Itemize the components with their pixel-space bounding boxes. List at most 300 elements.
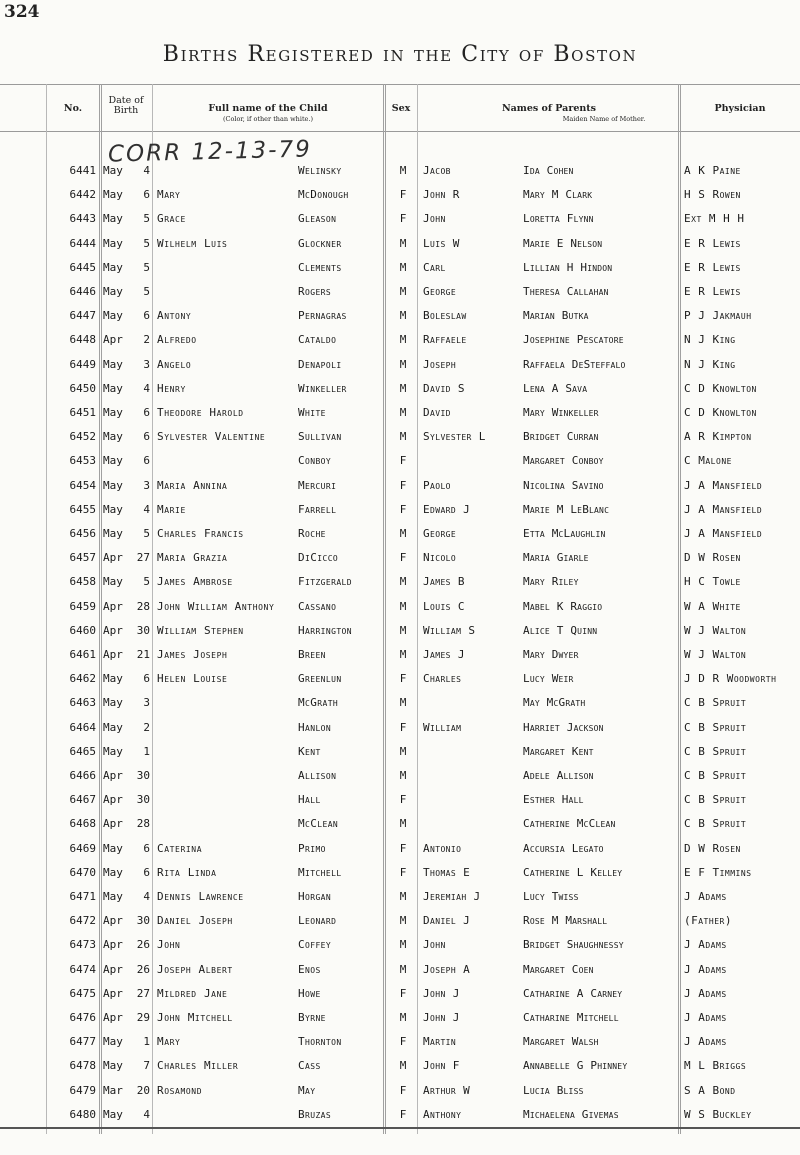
- cell-surname: Enos: [298, 962, 321, 976]
- cell-sex: M: [399, 357, 407, 371]
- cell-mother: Bridget Curran: [523, 430, 599, 444]
- cell-sex: F: [399, 188, 407, 202]
- table-row: [0, 934, 800, 958]
- cell-month: Apr: [103, 793, 123, 807]
- cell-physician: W S Buckley: [684, 1107, 752, 1121]
- table-row: [0, 692, 800, 716]
- cell-day: 30: [136, 623, 150, 637]
- cell-physician: H C Towle: [684, 575, 741, 589]
- cell-sex: M: [399, 744, 407, 758]
- table-row: [0, 644, 800, 668]
- cell-surname: Conboy: [298, 454, 332, 468]
- cell-father: David: [423, 406, 451, 419]
- cell-physician: N J King: [684, 333, 736, 347]
- header-physician: Physician: [714, 103, 766, 114]
- cell-mother: Catherine McClean: [523, 817, 616, 831]
- cell-sex: F: [399, 478, 407, 492]
- table-row: [0, 1104, 800, 1128]
- cell-surname: McDonough: [298, 188, 349, 202]
- cell-surname: Hall: [298, 793, 321, 807]
- table-row: [0, 838, 800, 862]
- cell-mother: Rose M Marshall: [523, 914, 608, 928]
- cell-month: May: [103, 381, 123, 395]
- cell-surname: Mitchell: [298, 865, 342, 879]
- cell-physician: C B Spruit: [684, 793, 747, 807]
- cell-surname: Byrne: [298, 1011, 326, 1024]
- cell-physician: J D R Woodworth: [684, 672, 777, 686]
- cell-given: Maria Annina: [157, 478, 228, 492]
- cell-sex: M: [399, 599, 407, 613]
- cell-given: Helen Louise: [157, 672, 228, 686]
- cell-sex: F: [399, 720, 407, 734]
- cell-no: 6460: [69, 623, 96, 637]
- cell-mother: Raffaela DeSteffalo: [523, 357, 626, 371]
- cell-mother: Lillian H Hindon: [523, 260, 613, 274]
- page-title: Births Registered in the City of Boston: [162, 42, 638, 67]
- cell-physician: C B Spruit: [684, 744, 747, 758]
- cell-surname: Rogers: [298, 285, 332, 298]
- cell-month: May: [103, 260, 123, 274]
- cell-sex: M: [399, 406, 407, 419]
- cell-month: Apr: [103, 551, 123, 565]
- handwritten-correction-note: CORR 12-13-79: [107, 136, 313, 168]
- cell-surname: Gleason: [298, 212, 337, 226]
- cell-surname: Cass: [298, 1059, 321, 1073]
- cell-day: 5: [143, 212, 150, 226]
- cell-surname: Welinsky: [298, 164, 342, 177]
- cell-day: 30: [136, 914, 150, 928]
- cell-surname: Farrell: [298, 502, 337, 516]
- cell-given: John William Anthony: [157, 599, 275, 613]
- cell-given: Angelo: [157, 357, 192, 371]
- cell-day: 3: [143, 478, 150, 492]
- cell-day: 5: [143, 575, 150, 589]
- cell-physician: H S Rowen: [684, 188, 741, 202]
- cell-physician: C D Knowlton: [684, 406, 757, 419]
- cell-no: 6477: [69, 1035, 96, 1049]
- cell-physician: W A White: [684, 599, 741, 613]
- cell-sex: M: [399, 890, 407, 903]
- cell-sex: M: [399, 260, 407, 274]
- cell-sex: M: [399, 648, 407, 661]
- cell-father: John: [423, 938, 446, 952]
- cell-no: 6452: [69, 430, 96, 444]
- cell-physician: J Adams: [684, 890, 727, 903]
- cell-mother: Etta McLaughlin: [523, 527, 606, 540]
- cell-sex: F: [399, 1083, 407, 1097]
- table-row: [0, 862, 800, 886]
- table-row: [0, 741, 800, 765]
- cell-physician: E R Lewis: [684, 260, 741, 274]
- cell-day: 6: [143, 430, 150, 444]
- cell-father: David S: [423, 381, 465, 395]
- cell-surname: May: [298, 1083, 316, 1097]
- header-parents: Names of Parents Maiden Name of Mother.: [501, 103, 646, 123]
- cell-month: May: [103, 890, 123, 903]
- cell-month: Apr: [103, 333, 123, 347]
- cell-father: Sylvester L: [423, 430, 486, 444]
- cell-mother: Mary Riley: [523, 575, 579, 589]
- table-row: [0, 378, 800, 402]
- cell-no: 6454: [69, 478, 96, 492]
- cell-no: 6476: [69, 1011, 96, 1024]
- cell-given: Maria Grazia: [157, 551, 228, 565]
- cell-no: 6443: [69, 212, 96, 226]
- cell-physician: J A Mansfield: [684, 478, 763, 492]
- cell-given: Alfredo: [157, 333, 197, 347]
- table-row: [0, 329, 800, 353]
- cell-physician: J Adams: [684, 1011, 727, 1024]
- cell-day: 26: [136, 938, 150, 952]
- cell-no: 6465: [69, 744, 96, 758]
- cell-father: Edward J: [423, 502, 471, 516]
- cell-no: 6451: [69, 406, 96, 419]
- cell-surname: Denapoli: [298, 357, 342, 371]
- cell-sex: M: [399, 309, 407, 323]
- cell-month: May: [103, 744, 123, 758]
- cell-month: Apr: [103, 938, 123, 952]
- cell-father: John J: [423, 986, 460, 1000]
- cell-sex: M: [399, 1011, 407, 1024]
- cell-day: 2: [143, 333, 150, 347]
- table-row: [0, 184, 800, 208]
- cell-month: May: [103, 527, 123, 540]
- table-row: [0, 402, 800, 426]
- cell-no: 6475: [69, 986, 96, 1000]
- table-row: [0, 717, 800, 741]
- cell-no: 6473: [69, 938, 96, 952]
- cell-father: Luis W: [423, 236, 460, 250]
- cell-mother: Alice T Quinn: [523, 623, 598, 637]
- cell-no: 6461: [69, 648, 96, 661]
- cell-no: 6453: [69, 454, 96, 468]
- cell-given: Henry: [157, 381, 186, 395]
- cell-given: Sylvester Valentine: [157, 430, 266, 444]
- cell-day: 3: [143, 696, 150, 710]
- cell-sex: F: [399, 1035, 407, 1049]
- cell-mother: Bridget Shaughnessy: [523, 938, 624, 952]
- cell-no: 6464: [69, 720, 96, 734]
- cell-day: 4: [143, 890, 150, 903]
- cell-given: Rosamond: [157, 1083, 203, 1097]
- cell-physician: J Adams: [684, 986, 727, 1000]
- cell-day: 20: [136, 1083, 150, 1097]
- cell-physician: J A Mansfield: [684, 527, 763, 540]
- cell-no: 6478: [69, 1059, 96, 1073]
- cell-day: 4: [143, 1107, 150, 1121]
- cell-mother: Josephine Pescatore: [523, 333, 624, 347]
- cell-month: May: [103, 357, 123, 371]
- cell-mother: Michaelena Givemas: [523, 1107, 619, 1121]
- cell-father: Antonio: [423, 841, 462, 855]
- cell-surname: Horgan: [298, 890, 332, 903]
- cell-physician: C Malone: [684, 454, 732, 468]
- cell-day: 3: [143, 357, 150, 371]
- cell-month: Apr: [103, 623, 123, 637]
- cell-mother: Adele Allison: [523, 769, 594, 782]
- cell-sex: F: [399, 841, 407, 855]
- cell-no: 6441: [69, 164, 96, 177]
- table-row: [0, 160, 800, 184]
- header-child: Full name of the Child (Color, if other than white.): [208, 103, 328, 123]
- cell-father: Daniel J: [423, 914, 471, 928]
- cell-mother: Mary Winkeller: [523, 406, 599, 419]
- cell-mother: Lena A Sava: [523, 381, 588, 395]
- table-row: [0, 499, 800, 523]
- table-row: [0, 426, 800, 450]
- cell-sex: M: [399, 575, 407, 589]
- cell-sex: F: [399, 986, 407, 1000]
- cell-father: Jeremiah J: [423, 890, 481, 903]
- cell-father: Anthony: [423, 1107, 462, 1121]
- header-sex: Sex: [391, 103, 411, 114]
- cell-no: 6469: [69, 841, 96, 855]
- cell-month: May: [103, 164, 123, 177]
- cell-mother: Annabelle G Phinney: [523, 1059, 628, 1073]
- cell-surname: Primo: [298, 841, 326, 855]
- cell-physician: N J King: [684, 357, 736, 371]
- cell-surname: Coffey: [298, 938, 332, 952]
- cell-sex: M: [399, 164, 407, 177]
- table-row: [0, 305, 800, 329]
- cell-no: 6444: [69, 236, 96, 250]
- cell-mother: Lucy Twiss: [523, 890, 579, 903]
- cell-surname: Glockner: [298, 236, 342, 250]
- cell-given: Grace: [157, 212, 186, 226]
- cell-surname: Fitzgerald: [298, 575, 352, 589]
- cell-surname: Sullivan: [298, 430, 342, 444]
- cell-day: 27: [136, 551, 150, 565]
- cell-month: May: [103, 1107, 123, 1121]
- cell-sex: F: [399, 1107, 407, 1121]
- cell-father: James B: [423, 575, 465, 589]
- cell-sex: M: [399, 381, 407, 395]
- cell-physician: C B Spruit: [684, 769, 747, 782]
- cell-month: May: [103, 478, 123, 492]
- cell-sex: F: [399, 454, 407, 468]
- cell-month: Apr: [103, 769, 123, 782]
- cell-sex: M: [399, 430, 407, 444]
- cell-day: 5: [143, 260, 150, 274]
- cell-no: 6479: [69, 1083, 96, 1097]
- table-row: [0, 354, 800, 378]
- cell-day: 28: [136, 599, 150, 613]
- cell-month: May: [103, 188, 123, 202]
- cell-physician: C D Knowlton: [684, 381, 757, 395]
- cell-mother: Marie E Nelson: [523, 236, 603, 250]
- cell-day: 5: [143, 527, 150, 540]
- cell-physician: D W Rosen: [684, 841, 741, 855]
- cell-given: James Joseph: [157, 648, 228, 661]
- cell-no: 6467: [69, 793, 96, 807]
- cell-surname: Pernagras: [298, 309, 347, 323]
- cell-given: John Mitchell: [157, 1011, 233, 1024]
- cell-no: 6455: [69, 502, 96, 516]
- cell-month: May: [103, 1035, 123, 1049]
- table-row: [0, 620, 800, 644]
- cell-father: George: [423, 527, 457, 540]
- cell-father: John F: [423, 1059, 460, 1073]
- cell-day: 30: [136, 793, 150, 807]
- cell-month: Apr: [103, 986, 123, 1000]
- cell-mother: May McGrath: [523, 696, 586, 710]
- cell-surname: Cataldo: [298, 333, 337, 347]
- cell-month: May: [103, 454, 123, 468]
- table-row: [0, 983, 800, 1007]
- cell-sex: M: [399, 696, 407, 710]
- cell-day: 1: [143, 744, 150, 758]
- cell-surname: Thornton: [298, 1035, 342, 1049]
- cell-surname: Hanlon: [298, 720, 332, 734]
- cell-surname: McGrath: [298, 696, 339, 710]
- cell-father: Paolo: [423, 478, 451, 492]
- cell-day: 5: [143, 236, 150, 250]
- table-row: [0, 1080, 800, 1104]
- cell-given: William Stephen: [157, 623, 244, 637]
- cell-mother: Harriet Jackson: [523, 720, 604, 734]
- cell-day: 27: [136, 986, 150, 1000]
- cell-father: William: [423, 720, 462, 734]
- cell-physician: E R Lewis: [684, 285, 741, 298]
- cell-month: Apr: [103, 1011, 123, 1024]
- table-row: [0, 571, 800, 595]
- cell-surname: Greenlun: [298, 672, 342, 686]
- cell-surname: Breen: [298, 648, 326, 661]
- table-row: [0, 1031, 800, 1055]
- cell-day: 28: [136, 817, 150, 831]
- cell-surname: DiCicco: [298, 551, 339, 565]
- cell-given: Marie: [157, 502, 186, 516]
- cell-no: 6457: [69, 551, 96, 565]
- cell-month: May: [103, 430, 123, 444]
- cell-father: John J: [423, 1011, 460, 1024]
- cell-day: 4: [143, 164, 150, 177]
- cell-mother: Margaret Kent: [523, 744, 594, 758]
- cell-surname: McClean: [298, 817, 339, 831]
- cell-given: Theodore Harold: [157, 406, 244, 419]
- cell-father: George: [423, 285, 457, 298]
- cell-surname: Winkeller: [298, 381, 347, 395]
- cell-no: 6450: [69, 381, 96, 395]
- cell-mother: Margaret Walsh: [523, 1035, 599, 1049]
- cell-physician: Ext M H H: [684, 212, 745, 226]
- cell-month: May: [103, 672, 123, 686]
- cell-month: Apr: [103, 817, 123, 831]
- cell-mother: Margaret Coen: [523, 962, 594, 976]
- cell-month: May: [103, 236, 123, 250]
- cell-surname: Mercuri: [298, 478, 337, 492]
- cell-day: 30: [136, 769, 150, 782]
- cell-month: May: [103, 285, 123, 298]
- cell-physician: A K Paine: [684, 164, 741, 177]
- cell-father: Joseph: [423, 357, 457, 371]
- cell-month: May: [103, 212, 123, 226]
- cell-mother: Lucy Weir: [523, 672, 574, 686]
- cell-no: 6471: [69, 890, 96, 903]
- cell-surname: Kent: [298, 744, 321, 758]
- cell-mother: Theresa Callahan: [523, 285, 609, 298]
- cell-father: Jacob: [423, 164, 451, 177]
- cell-month: Mar: [103, 1083, 123, 1097]
- cell-surname: Harrington: [298, 623, 352, 637]
- cell-physician: (Father): [684, 914, 732, 928]
- table-row: [0, 257, 800, 281]
- cell-day: 6: [143, 841, 150, 855]
- table-row: [0, 208, 800, 232]
- cell-day: 6: [143, 188, 150, 202]
- cell-mother: Nicolina Savino: [523, 478, 604, 492]
- cell-no: 6442: [69, 188, 96, 202]
- cell-day: 4: [143, 502, 150, 516]
- cell-day: 26: [136, 962, 150, 976]
- cell-day: 6: [143, 454, 150, 468]
- cell-mother: Loretta Flynn: [523, 212, 594, 226]
- cell-mother: Catherine L Kelley: [523, 865, 623, 879]
- cell-month: May: [103, 1059, 123, 1073]
- cell-sex: M: [399, 236, 407, 250]
- cell-given: Daniel Joseph: [157, 914, 233, 928]
- cell-physician: J A Mansfield: [684, 502, 763, 516]
- cell-father: Raffaele: [423, 333, 467, 347]
- cell-day: 29: [136, 1011, 150, 1024]
- cell-surname: Clements: [298, 260, 342, 274]
- cell-physician: P J Jakmauh: [684, 309, 752, 323]
- cell-surname: Bruzas: [298, 1107, 332, 1121]
- cell-no: 6459: [69, 599, 96, 613]
- cell-given: Charles Francis: [157, 527, 244, 540]
- cell-surname: Allison: [298, 769, 337, 782]
- cell-surname: Howe: [298, 986, 321, 1000]
- cell-given: John: [157, 938, 181, 952]
- cell-father: Thomas E: [423, 865, 471, 879]
- cell-physician: C B Spruit: [684, 817, 747, 831]
- cell-given: Wilhelm Luis: [157, 236, 228, 250]
- cell-day: 6: [143, 309, 150, 323]
- page-number: 324: [4, 2, 40, 22]
- cell-day: 1: [143, 1035, 150, 1049]
- cell-month: May: [103, 502, 123, 516]
- cell-given: Mary: [157, 1035, 181, 1049]
- cell-mother: Mary Dwyer: [523, 648, 579, 661]
- cell-mother: Ida Cohen: [523, 164, 574, 177]
- table-row: [0, 450, 800, 474]
- cell-sex: F: [399, 212, 407, 226]
- cell-mother: Marie M LeBlanc: [523, 502, 610, 516]
- cell-no: 6449: [69, 357, 96, 371]
- cell-mother: Lucia Bliss: [523, 1083, 584, 1097]
- cell-father: Boleslaw: [423, 309, 467, 323]
- cell-physician: W J Walton: [684, 623, 747, 637]
- cell-mother: Mary M Clark: [523, 188, 593, 202]
- table-row: [0, 813, 800, 837]
- cell-physician: S A Bond: [684, 1083, 736, 1097]
- cell-sex: M: [399, 914, 407, 928]
- cell-no: 6462: [69, 672, 96, 686]
- cell-physician: C B Spruit: [684, 720, 747, 734]
- cell-sex: M: [399, 1059, 407, 1073]
- table-row: [0, 523, 800, 547]
- cell-given: Dennis Lawrence: [157, 890, 244, 903]
- cell-given: Antony: [157, 309, 192, 323]
- cell-day: 2: [143, 720, 150, 734]
- cell-sex: M: [399, 333, 407, 347]
- table-row: [0, 789, 800, 813]
- cell-day: 7: [143, 1059, 150, 1073]
- cell-no: 6480: [69, 1107, 96, 1121]
- header-no: No.: [63, 103, 83, 114]
- cell-given: James Ambrose: [157, 575, 233, 589]
- cell-given: Rita Linda: [157, 865, 217, 879]
